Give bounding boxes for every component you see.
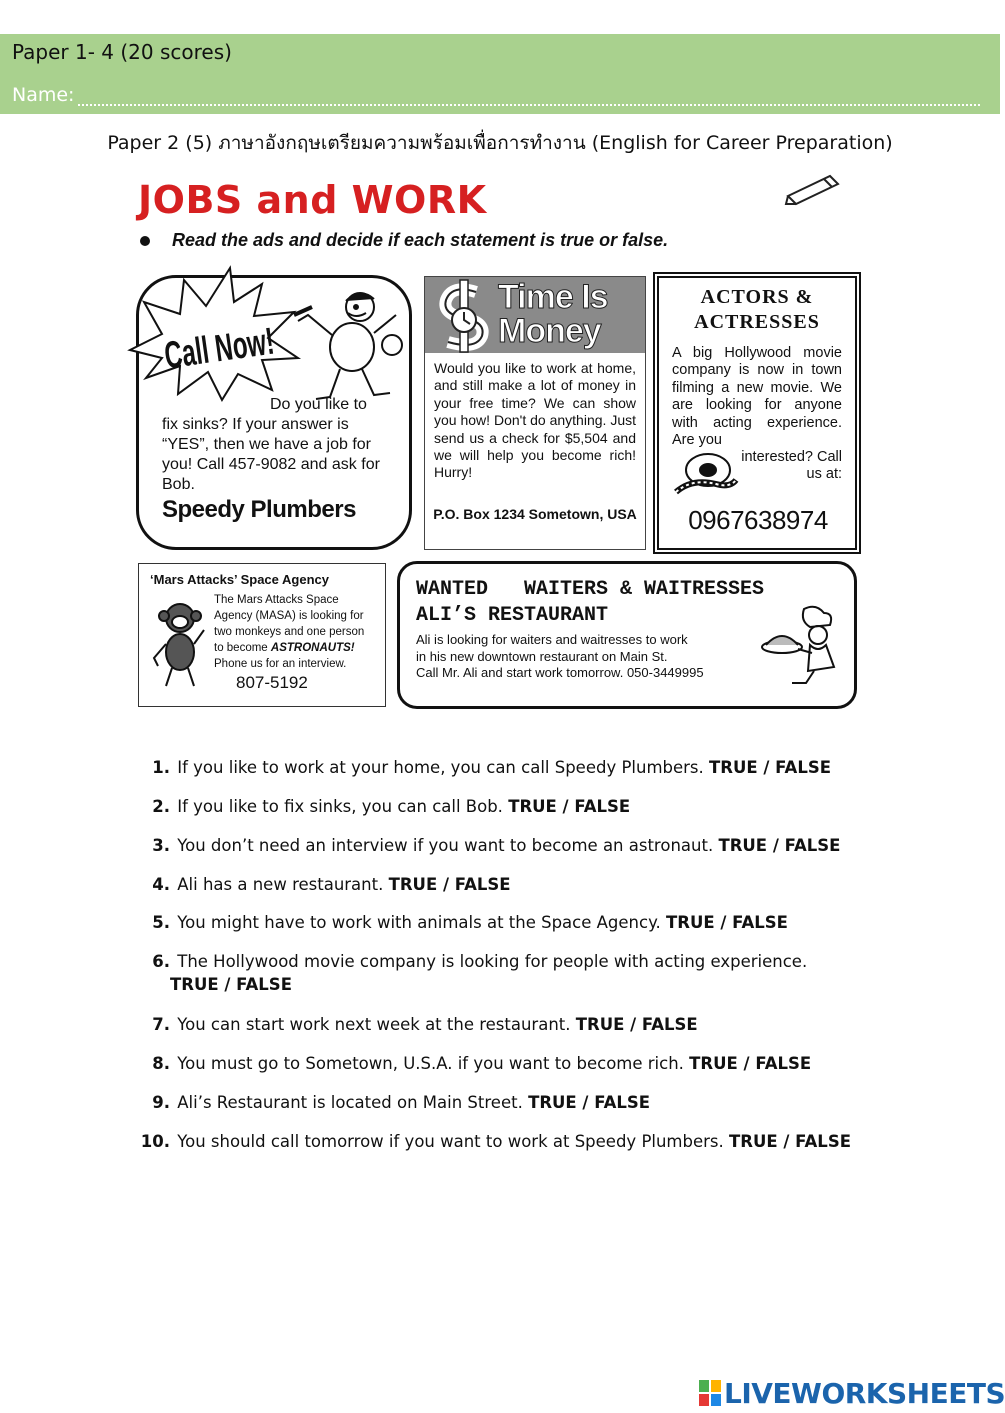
question-text: The Hollywood movie company is looking for people with acting experience.	[177, 952, 808, 971]
mars-title-prefix: ‘Mars Attacks’	[150, 572, 237, 587]
true-false-choice[interactable]: TRUE / FALSE	[665, 913, 788, 932]
name-row	[12, 80, 980, 106]
actors-cta: interested? Call us at:	[741, 449, 842, 483]
true-false-choice[interactable]: TRUE / FALSE	[709, 758, 831, 777]
question-6	[138, 950, 807, 996]
worksheet-title: JOBS and WORK	[138, 178, 487, 222]
question-8	[138, 1052, 811, 1075]
question-9	[138, 1091, 650, 1114]
liveworksheets-logo[interactable]	[698, 1376, 1005, 1410]
money-address: P.O. Box 1234 Sometown, USA	[433, 506, 637, 522]
bullet-icon	[140, 236, 150, 246]
true-false-choice[interactable]: TRUE / FALSE	[388, 875, 511, 894]
name-input[interactable]	[78, 84, 980, 106]
question-text: If you like to fix sinks, you can call Bob.	[177, 797, 509, 816]
ali-body	[416, 632, 761, 682]
question-number: 2.	[152, 797, 170, 816]
plumbers-company-name: Speedy Plumbers	[162, 496, 356, 523]
question-7	[138, 1013, 698, 1036]
mars-body-end: Phone us for an interview.	[214, 658, 347, 670]
question-number: 5.	[152, 913, 170, 932]
ali-line1: Ali is looking for waiters and waitresses to work	[416, 632, 688, 647]
true-false-choice[interactable]: TRUE / FALSE	[689, 1054, 812, 1073]
paper-label: Paper 1- 4 (20 scores)	[12, 40, 232, 64]
instruction	[140, 230, 668, 251]
mars-body-emphasis: ASTRONAUTS!	[270, 642, 355, 654]
actors-body: A big Hollywood movie company is now in town filming a new movie. We are looking for anyone with acting experience. Are you	[672, 345, 842, 449]
instruction-text: Read the ads and decide if each statement is true or false.	[172, 230, 669, 250]
question-text: Ali has a new restaurant.	[177, 875, 389, 894]
question-text: Ali’s Restaurant is located on Main Street.	[177, 1093, 529, 1112]
question-number: 4.	[152, 875, 170, 894]
question-4	[138, 873, 511, 896]
mars-body-start: The Mars Attacks Space Agency (MASA) is looking for two monkeys and one person to become	[214, 594, 365, 654]
question-text: You can start work next week at the restaurant.	[177, 1015, 576, 1034]
question-1	[138, 756, 831, 779]
call-now-text: Call Now!	[161, 311, 340, 378]
money-body: Would you like to work at home, and still make a lot of money in your free time? We can show you how! Don't do anything. Just send us a check for $5,504 and we will help you become rich! Hurry!	[434, 360, 636, 481]
question-number: 6.	[152, 952, 170, 971]
question-number: 7.	[152, 1015, 170, 1034]
name-label: Name:	[12, 84, 75, 106]
question-number: 10.	[140, 1132, 170, 1151]
question-text: You must go to Sometown, U.S.A. if you want to become rich.	[177, 1054, 690, 1073]
question-text: You should call tomorrow if you want to work at Speedy Plumbers.	[177, 1132, 730, 1151]
chef-icon	[760, 605, 842, 685]
plumbers-body-text: fix sinks? If your answer is “YES”, then we have a job for you! Call 457-9082 and ask for Bob.	[162, 416, 380, 493]
true-false-choice[interactable]: TRUE / FALSE	[575, 1015, 698, 1034]
actors-phone: 0967638974	[688, 505, 828, 535]
question-number: 3.	[152, 836, 170, 855]
true-false-choice[interactable]: TRUE / FALSE	[508, 797, 631, 816]
film-reel-icon	[672, 448, 740, 500]
dollar-clock-icon	[432, 280, 496, 352]
question-text: You don’t need an interview if you want to become an astronaut.	[177, 836, 719, 855]
mars-title-suffix: Space Agency	[240, 572, 329, 587]
plumber-cartoon-icon	[290, 285, 405, 405]
true-false-choice[interactable]: TRUE / FALSE	[718, 836, 841, 855]
pencil-icon	[784, 170, 844, 206]
ali-restaurant-name: ALI’S RESTAURANT	[416, 604, 609, 627]
question-3	[138, 834, 840, 857]
logo-text: LIVEWORKSHEETS	[724, 1376, 1005, 1410]
mars-body	[214, 592, 376, 672]
question-number: 8.	[152, 1054, 170, 1073]
call-now-burst	[122, 262, 340, 402]
page-subtitle: Paper 2 (5) ภาษาอังกฤษเตรียมความพร้อมเพื่อการทำงาน (English for Career Preparation)	[107, 132, 893, 154]
question-2	[138, 795, 630, 818]
mars-title	[150, 572, 329, 587]
true-false-choice[interactable]: TRUE / FALSE	[729, 1132, 851, 1151]
question-text: If you like to work at your home, you can call Speedy Plumbers.	[177, 758, 710, 777]
question-number: 1.	[152, 758, 170, 777]
money-title: Time Is Money	[498, 278, 608, 350]
ali-line3: Call Mr. Ali and start work tomorrow. 050-3449995	[416, 665, 704, 680]
question-5	[138, 911, 788, 934]
question-number: 9.	[152, 1093, 170, 1112]
mars-phone: 807-5192	[236, 673, 308, 692]
question-10	[138, 1130, 851, 1153]
true-false-choice[interactable]: TRUE / FALSE	[170, 975, 292, 994]
question-text: You might have to work with animals at the Space Agency.	[177, 913, 666, 932]
true-false-choice[interactable]: TRUE / FALSE	[528, 1093, 651, 1112]
plumbers-line1: Do you like to	[270, 396, 367, 413]
monkey-icon	[150, 600, 208, 688]
liveworksheets-logo-icon	[698, 1379, 722, 1407]
ali-headline: WANTED WAITERS & WAITRESSES	[416, 578, 765, 601]
actors-title: ACTORS & ACTRESSES	[694, 286, 820, 333]
plumbers-body	[162, 395, 382, 495]
ali-line2: in his new downtown restaurant on Main St.	[416, 648, 668, 664]
